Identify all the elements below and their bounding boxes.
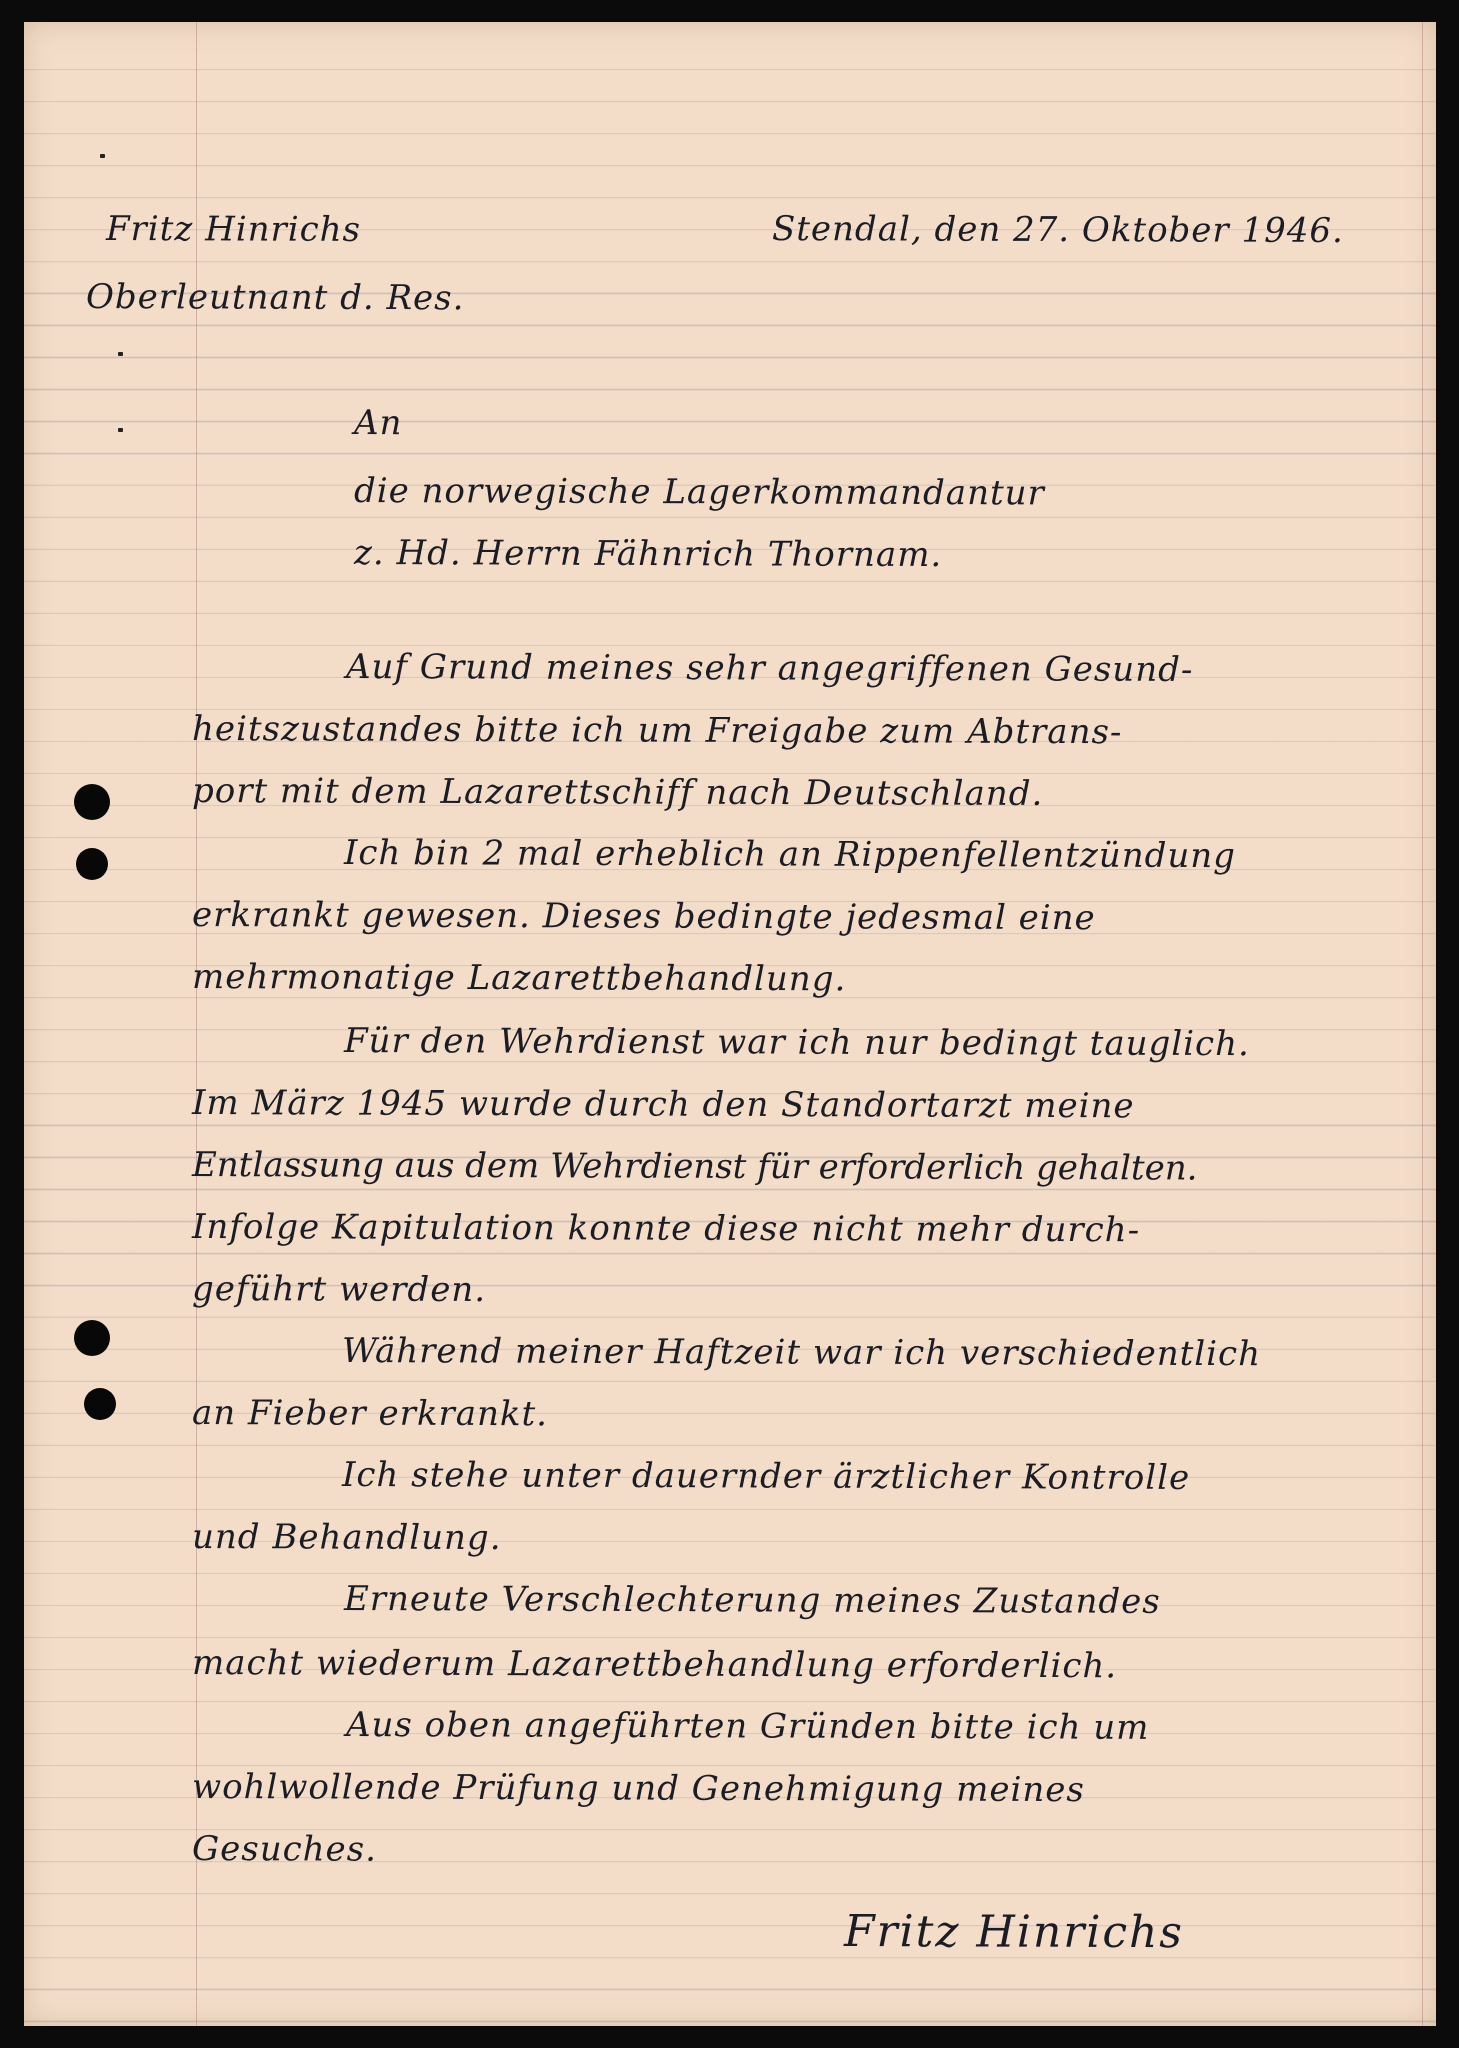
recipient-line-2: die norwegische Lagerkommandantur	[353, 471, 1045, 514]
left-margin-rule	[196, 22, 197, 2026]
body-line: geführt werden.	[191, 1269, 487, 1311]
body-line: Entlassung aus dem Wehrdienst für erforderlich gehalten.	[191, 1145, 1198, 1189]
body-line: Während meiner Haftzeit war ich verschiedentlich	[341, 1331, 1262, 1375]
letter-sheet	[24, 22, 1436, 2026]
ink-dot	[118, 428, 123, 432]
body-line: wohlwollende Prüfung und Genehmigung meines	[191, 1767, 1085, 1811]
body-line: Ich bin 2 mal erheblich an Rippenfellentzündung	[343, 833, 1237, 877]
body-line: und Behandlung.	[191, 1517, 502, 1559]
ink-dot	[100, 154, 105, 158]
body-line: port mit dem Lazarettschiff nach Deutschland.	[191, 771, 1044, 814]
punch-hole	[74, 1320, 110, 1356]
body-line: Ich stehe unter dauernder ärztlicher Kontrolle	[341, 1455, 1191, 1498]
sender-name: Fritz Hinrichs	[105, 209, 362, 250]
body-line: Auf Grund meines sehr angegriffenen Gesund-	[345, 647, 1194, 690]
punch-hole	[76, 848, 108, 880]
body-line: Infolge Kapitulation konnte diese nicht mehr durch-	[191, 1207, 1141, 1251]
sender-rank: Oberleutnant d. Res.	[85, 277, 465, 319]
punch-hole	[74, 784, 110, 820]
body-line: Gesuches.	[191, 1829, 378, 1870]
recipient-line-1: An	[353, 403, 403, 444]
place-date: Stendal, den 27. Oktober 1946.	[771, 209, 1344, 251]
body-line: Aus oben angeführten Gründen bitte ich um	[345, 1705, 1150, 1748]
body-line: heitszustandes bitte ich um Freigabe zum Abtrans-	[191, 709, 1123, 753]
signature: Fritz Hinrichs	[843, 1906, 1185, 1959]
body-line: mehrmonatige Lazarettbehandlung.	[191, 957, 847, 1000]
recipient-line-3: z. Hd. Herrn Fähnrich Thornam.	[353, 533, 943, 576]
right-margin-rule	[1422, 22, 1423, 2026]
body-line: Erneute Verschlechterung meines Zustandes	[343, 1579, 1161, 1622]
body-line: erkrankt gewesen. Dieses bedingte jedesmal eine	[191, 895, 1096, 939]
punch-hole	[84, 1388, 116, 1420]
ink-dot	[118, 352, 123, 356]
body-line: Für den Wehrdienst war ich nur bedingt tauglich.	[343, 1021, 1250, 1065]
body-line: macht wiederum Lazarettbehandlung erforderlich.	[191, 1643, 1118, 1687]
body-line: Im März 1945 wurde durch den Standortarzt meine	[191, 1083, 1135, 1127]
body-line: an Fieber erkrankt.	[191, 1393, 549, 1435]
